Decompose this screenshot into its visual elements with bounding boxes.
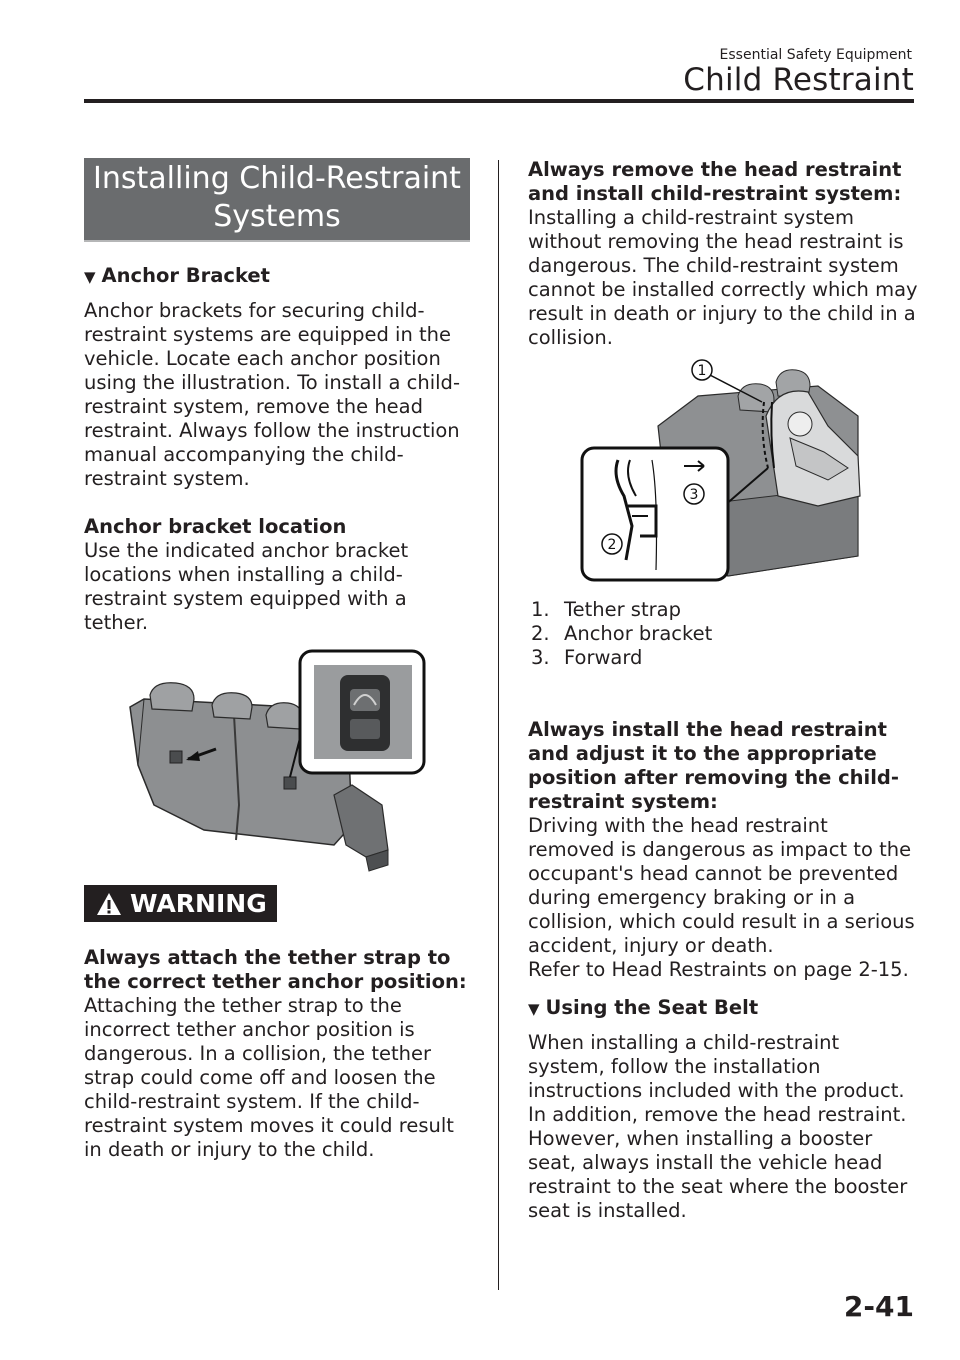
triangle-bullet-icon: ▼ <box>528 1000 540 1018</box>
page-number: 2-41 <box>843 1290 914 1323</box>
install-head-restraint-heading: Always install the head restraint and adjust it to the appropriate position after removing the child-restraint system: <box>528 718 899 813</box>
install-head-restraint-text: Driving with the head restraint removed is dangerous as impact to the occupant's head cannot be prevented during emergency braking or in a collision, which could result in a serious accident, injury or death. <box>528 814 915 957</box>
anchor-bracket-text: Anchor brackets for securing child-restraint systems are equipped in the vehicle. Locate each anchor position using the illustration. To install a child-restraint system, remove the head restraint. Always follow the instruction manual accompanying the child-restraint system. <box>84 299 460 490</box>
callout-1: 1 <box>697 363 707 379</box>
anchor-location-heading: Anchor bracket location <box>84 515 347 538</box>
anchor-location-illustration <box>84 645 476 883</box>
anchor-location-text: Use the indicated anchor bracket locations when installing a child-restraint system equipped with a tether. <box>84 539 409 634</box>
column-divider <box>498 160 499 1290</box>
tether-strap-illustration <box>528 356 918 594</box>
anchor-bracket-heading <box>84 264 476 287</box>
child-seat-tether-illustration <box>528 356 918 594</box>
refer-text: Refer to Head Restraints on page 2-15. <box>528 958 909 981</box>
seat-belt-text: When installing a child-restraint system, follow the installation instructions included with the product. In addition, remove the head restraint. However, when installing a booster seat, always install the vehicle head restraint to the seat where the booster seat is installed. <box>528 1031 908 1222</box>
remove-head-restraint-text: Installing a child-restraint system without removing the head restraint is dangerous. The child-restraint system cannot be installed correctly which may result in death or injury to the child in a collision. <box>528 206 918 349</box>
legend-item: 2. Anchor bracket <box>531 622 713 645</box>
callout-2: 2 <box>607 537 617 553</box>
section-title: Essential Safety Equipment <box>719 47 912 63</box>
triangle-bullet-icon: ▼ <box>84 268 96 286</box>
right-column <box>528 158 918 1223</box>
anchor-bracket-heading-text: Anchor Bracket <box>101 264 270 287</box>
warning-heading: Always attach the tether strap to the correct tether anchor position: <box>84 946 467 993</box>
section-heading: Installing Child-Restraint Systems <box>84 158 470 242</box>
seat-belt-heading <box>528 996 918 1019</box>
warning-triangle-icon <box>96 892 122 916</box>
chapter-title: Child Restraint <box>683 62 914 98</box>
rear-seat-anchor-illustration <box>84 645 476 883</box>
legend-item: 3. Forward <box>531 646 643 669</box>
warning-label-text: WARNING <box>130 889 267 918</box>
remove-head-restraint-heading: Always remove the head restraint and install child-restraint system: <box>528 158 902 205</box>
seat-belt-heading-text: Using the Seat Belt <box>545 996 759 1019</box>
header-rule <box>84 99 914 103</box>
left-column <box>84 158 476 1162</box>
callout-3: 3 <box>689 487 699 503</box>
legend-item: 1. Tether strap <box>531 598 681 621</box>
illustration-legend <box>528 598 918 670</box>
warning-text: Attaching the tether strap to the incorrect tether anchor position is dangerous. In a collision, the tether strap could come off and loosen the child-restraint system. If the child-restraint system moves it could result in death or injury to the child. <box>84 994 454 1161</box>
warning-label <box>84 885 277 922</box>
